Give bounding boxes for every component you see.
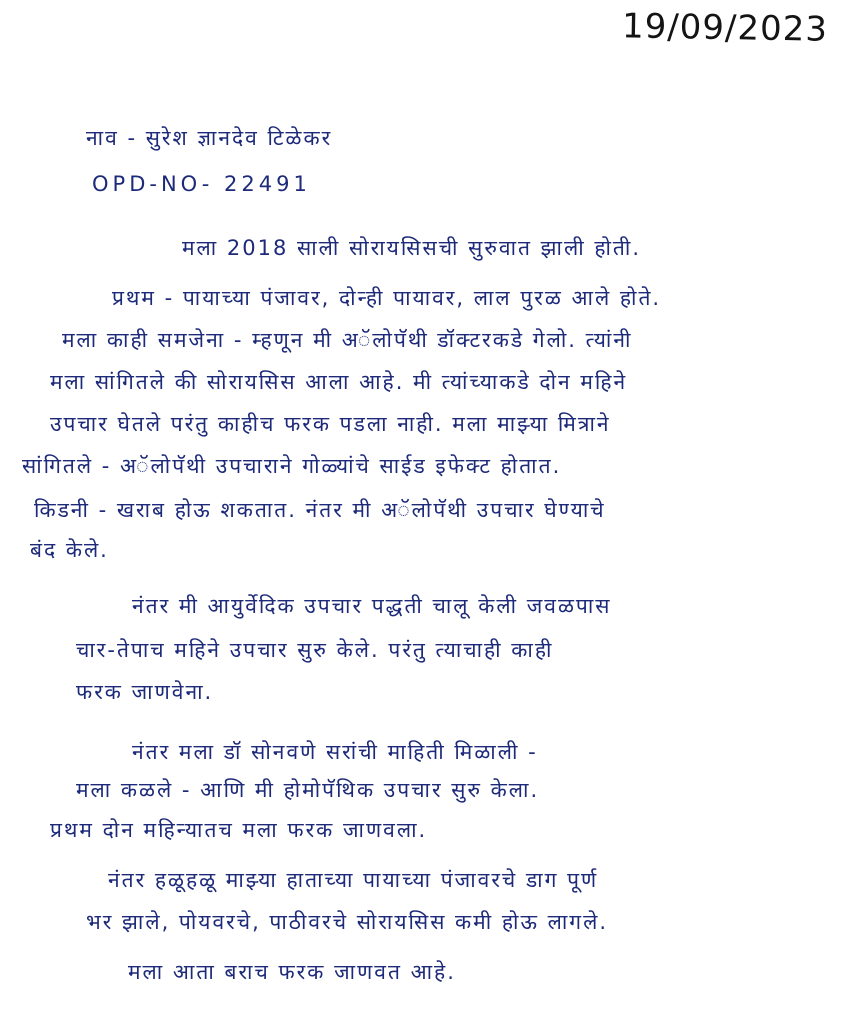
- body-line: मला आता बराच फरक जाणवत आहे.: [128, 960, 456, 984]
- patient-name-line: नाव - सुरेश ज्ञानदेव टिळेकर: [86, 126, 333, 150]
- opd-number-line: OPD-NO- 22491: [92, 172, 311, 196]
- body-line: उपचार घेतले परंतु काहीच फरक पडला नाही. मला माझ्या मित्राने: [50, 412, 611, 436]
- body-line: मला 2018 साली सोरायसिसची सुरुवात झाली होती.: [182, 236, 641, 260]
- body-line: प्रथम दोन महिन्यातच मला फरक जाणवला.: [50, 818, 428, 842]
- body-line: प्रथम - पायाच्या पंजावर, दोन्ही पायावर, लाल पुरळ आले होते.: [112, 286, 662, 310]
- body-line: सांगितले - अॅलोपॅथी उपचाराने गोळ्यांचे साईड इफेक्ट होतात.: [22, 454, 562, 478]
- body-line: किडनी - खराब होऊ शकतात. नंतर मी अॅलोपॅथी उपचार घेण्याचे: [34, 498, 606, 522]
- body-line: फरक जाणवेना.: [76, 680, 214, 704]
- body-line: मला सांगितले की सोरायसिस आला आहे. मी त्यांच्याकडे दोन महिने: [50, 370, 628, 394]
- body-line: नंतर मला डॉ सोनवणे सरांची माहिती मिळाली -: [132, 740, 538, 764]
- body-line: बंद केले.: [30, 538, 109, 562]
- body-line: नंतर मी आयुर्वेदिक उपचार पद्धती चालू केली जवळपास: [132, 594, 612, 618]
- body-line: मला कळले - आणि मी होमोपॅथिक उपचार सुरु केला.: [76, 778, 540, 802]
- body-line: नंतर हळूहळू माझ्या हाताच्या पायाच्या पंजावरचे डाग पूर्ण: [108, 868, 599, 892]
- body-line: मला काही समजेना - म्हणून मी अॅलोपॅथी डॉक्टरकडे गेलो. त्यांनी: [62, 328, 633, 352]
- date: 19/09/2023: [621, 6, 829, 50]
- body-line: चार-तेपाच महिने उपचार सुरु केले. परंतु त्याचाही काही: [76, 638, 554, 662]
- body-line: भर झाले, पोयवरचे, पाठीवरचे सोरायसिस कमी होऊ लागले.: [86, 910, 609, 934]
